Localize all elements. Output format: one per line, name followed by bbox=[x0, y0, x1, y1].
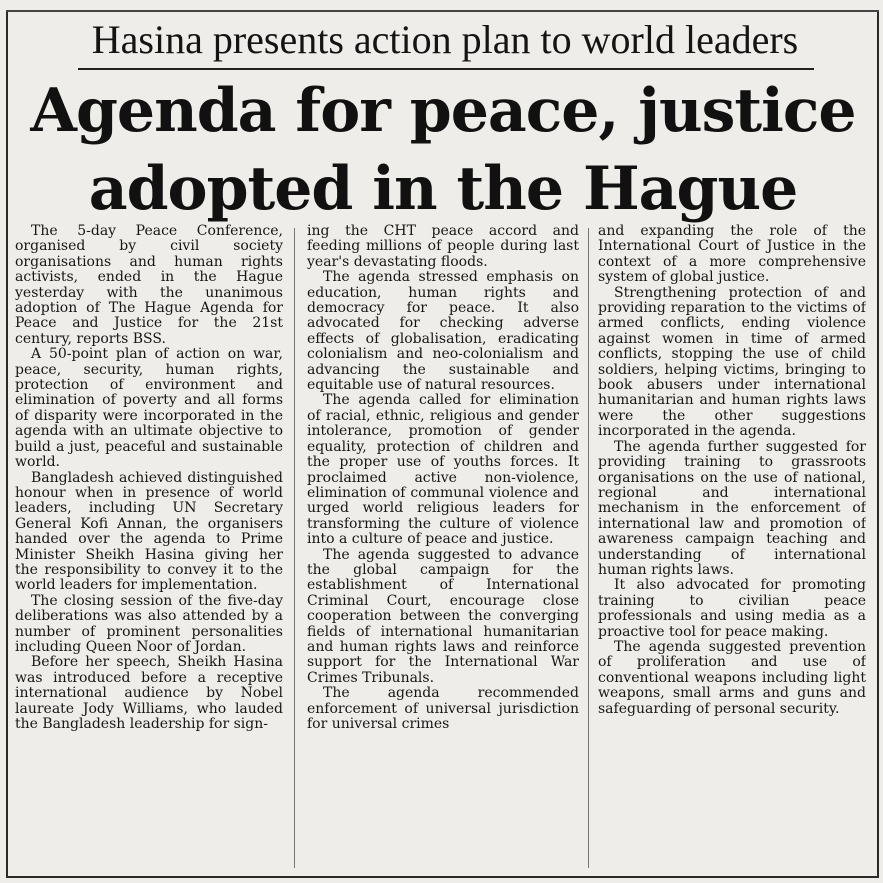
paragraph: The agenda stressed emphasis on education, human rights and democracy for peace. It also advocated for checking adverse effects of globalisation, eradicating colonialism and neo-colonialism and advancing the sustainable and equitable use of natural resources. bbox=[307, 269, 579, 394]
main-headline bbox=[12, 72, 874, 228]
paragraph: The closing session of the five-day deliberations was also attended by a number of prominent personalities including Queen Noor of Jordan. bbox=[15, 592, 283, 655]
headline-line-1: Agenda for peace, justice bbox=[30, 76, 856, 146]
paragraph: The agenda suggested to advance the global campaign for the establishment of International Criminal Court, encourage close cooperation between the converging fields of international humanitarian and human rights laws and reinforce support for the International War Crimes Tribunals. bbox=[307, 546, 579, 686]
clipping-left-rule bbox=[6, 12, 8, 878]
paragraph: Bangladesh achieved distinguished honour when in presence of world leaders, including UN Secretary General Kofi Annan, the organisers handed over the agenda to Prime Minister Sheikh Hasina giving her the responsibility to convey it to the world leaders for implementation. bbox=[15, 469, 283, 594]
paragraph: A 50-point plan of action on war, peace, security, human rights, protection of environment and elimination of poverty and all forms of disparity were incorporated in the agenda with an ultimate objective to build a just, peaceful and sustainable world. bbox=[15, 346, 283, 471]
column-divider-1 bbox=[294, 228, 295, 868]
kicker-headline: Hasina presents action plan to world leaders bbox=[91, 17, 799, 62]
clipping-bottom-rule bbox=[6, 876, 879, 878]
paragraph: The agenda recommended enforcement of universal jurisdiction for universal crimes bbox=[307, 685, 579, 732]
kicker-underline bbox=[78, 68, 814, 70]
paragraph: Before her speech, Sheikh Hasina was introduced before a receptive international audience by Nobel laureate Jody Williams, who lauded the Bangladesh leadership for sign- bbox=[15, 654, 283, 732]
clipping-right-rule bbox=[877, 12, 879, 878]
paragraph: It also advocated for promoting training to civilian peace professionals and using media as a proactive tool for peace making. bbox=[598, 577, 866, 640]
paragraph: The agenda called for elimination of racial, ethnic, religious and gender intolerance, promotion of gender equality, protection of children and the proper use of youths forces. It proclaimed active non-violence, elimination of communal violence and urged world religious leaders for transforming the culture of violence into a culture of peace and justice. bbox=[307, 392, 579, 548]
paragraph: Strengthening protection of and providing reparation to the victims of armed conflicts, ending violence against women in time of armed conflicts, stopping the use of child soldiers, helping victims, bringing to book abusers under international humanitarian and human rights laws were the other suggestions incorporated in the agenda. bbox=[598, 284, 866, 440]
column-divider-2 bbox=[588, 228, 589, 868]
paragraph: The agenda further suggested for providing training to grassroots organisations on the use of national, regional and international mechanism in the enforcement of international law and promotion of awareness campaign teaching and understanding of international human rights laws. bbox=[598, 438, 866, 578]
paragraph: and expanding the role of the International Court of Justice in the context of a more comprehensive system of global justice. bbox=[598, 224, 866, 286]
article-column-3 bbox=[598, 224, 866, 872]
paragraph: The agenda suggested prevention of proliferation and use of conventional weapons including light weapons, small arms and guns and safeguarding of personal security. bbox=[598, 638, 866, 717]
paragraph: The 5-day Peace Conference, organised by civil society organisations and human rights activists, ended in the Hague yesterday with the unanimous adoption of The Hague Agenda for Peace and Justice for the 21st century, reports BSS. bbox=[15, 224, 283, 347]
article-column-1 bbox=[15, 224, 283, 872]
headline-line-2: adopted in the Hague bbox=[88, 154, 798, 224]
article-column-2 bbox=[307, 224, 579, 872]
clipping-top-rule bbox=[6, 10, 879, 12]
paragraph: ing the CHT peace accord and feeding millions of people during last year's devastating floods. bbox=[307, 224, 579, 270]
